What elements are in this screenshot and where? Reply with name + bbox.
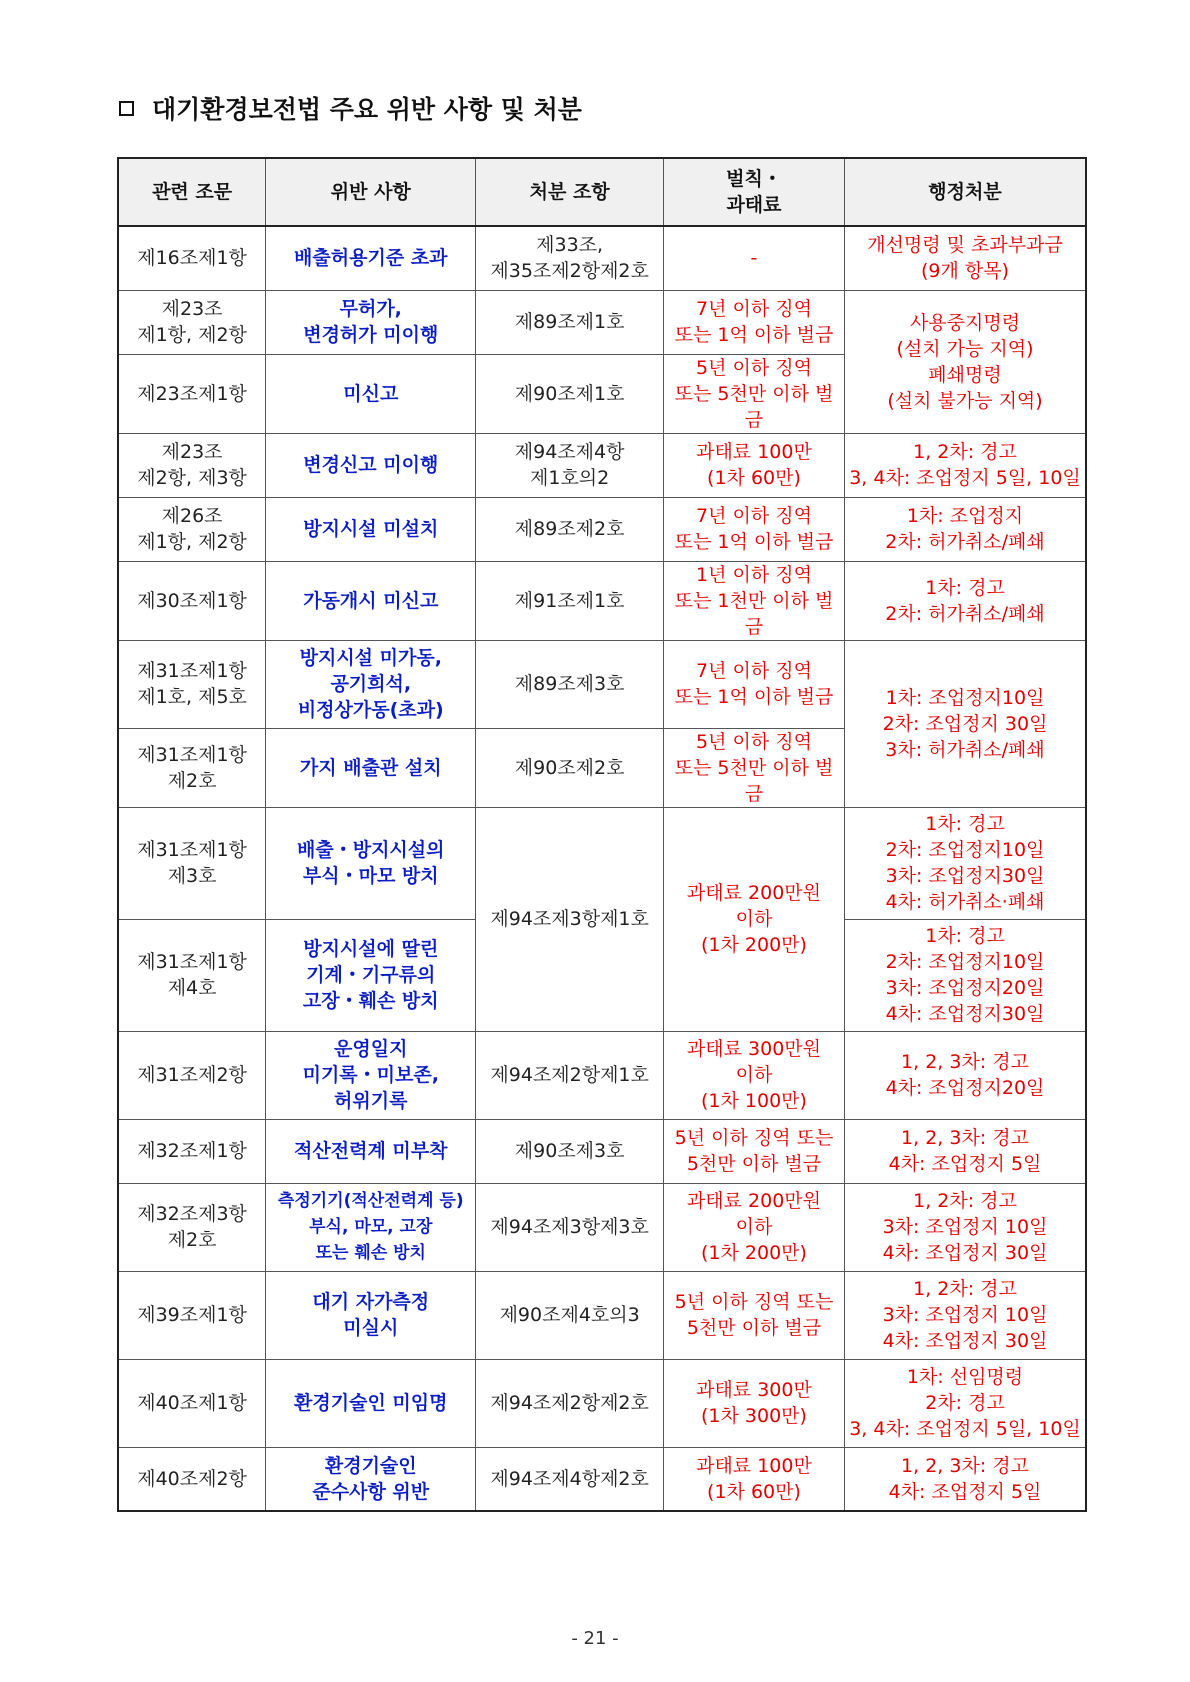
table-row	[118, 1119, 1086, 1183]
cell-penalty-clause: 제94조제3항제3호	[476, 1183, 664, 1271]
cell-violation: 환경기술인 준수사항 위반	[266, 1447, 476, 1511]
cell-admin: 1, 2차: 경고 3차: 조업정지 10일 4차: 조업정지 30일	[845, 1183, 1086, 1271]
cell-admin: 1, 2차: 경고 3, 4차: 조업정지 5일, 10일	[845, 433, 1086, 497]
cell-violation: 환경기술인 미임명	[266, 1359, 476, 1447]
cell-violation: 방지시설 미가동, 공기희석, 비정상가동(초과)	[266, 640, 476, 728]
cell-fine: -	[663, 226, 844, 290]
cell-fine: 과태료 200만원 이하 (1차 200만)	[663, 807, 844, 1031]
table-row	[118, 497, 1086, 561]
table-row	[118, 1359, 1086, 1447]
cell-admin: 1차: 경고 2차: 허가취소/폐쇄	[845, 561, 1086, 640]
cell-violation: 운영일지 미기록・미보존, 허위기록	[266, 1031, 476, 1119]
cell-article: 제30조제1항	[118, 561, 266, 640]
cell-penalty-clause: 제94조제2항제2호	[476, 1359, 664, 1447]
header-article: 관련 조문	[118, 158, 266, 226]
table-row	[118, 433, 1086, 497]
cell-admin: 1차: 경고 2차: 조업정지10일 3차: 조업정지30일 4차: 허가취소·폐쇄	[845, 807, 1086, 919]
cell-admin: 1차: 경고 2차: 조업정지10일 3차: 조업정지20일 4차: 조업정지30일	[845, 919, 1086, 1031]
cell-article: 제39조제1항	[118, 1271, 266, 1359]
cell-penalty-clause: 제91조제1호	[476, 561, 664, 640]
cell-admin: 사용중지명령 (설치 가능 지역) 폐쇄명령 (설치 불가능 지역)	[845, 290, 1086, 433]
cell-fine: 과태료 300만원 이하 (1차 100만)	[663, 1031, 844, 1119]
cell-violation: 배출허용기준 초과	[266, 226, 476, 290]
cell-violation: 대기 자가측정 미실시	[266, 1271, 476, 1359]
cell-violation: 미신고	[266, 354, 476, 433]
cell-article: 제26조 제1항, 제2항	[118, 497, 266, 561]
cell-admin: 개선명령 및 초과부과금 (9개 항목)	[845, 226, 1086, 290]
cell-article: 제31조제1항 제1호, 제5호	[118, 640, 266, 728]
cell-article: 제40조제1항	[118, 1359, 266, 1447]
cell-article: 제23조제1항	[118, 354, 266, 433]
cell-admin: 1차: 조업정지 2차: 허가취소/폐쇄	[845, 497, 1086, 561]
header-fine: 벌칙・ 과태료	[663, 158, 844, 226]
cell-fine: 5년 이하 징역 또는 5천만 이하 벌금	[663, 1119, 844, 1183]
table-row	[118, 1271, 1086, 1359]
violations-table	[117, 157, 1087, 1512]
cell-violation: 방지시설 미설치	[266, 497, 476, 561]
cell-article: 제31조제2항	[118, 1031, 266, 1119]
cell-fine: 5년 이하 징역 또는 5천만 이하 벌금	[663, 354, 844, 433]
cell-article: 제31조제1항 제2호	[118, 728, 266, 807]
cell-fine: 1년 이하 징역 또는 1천만 이하 벌금	[663, 561, 844, 640]
cell-penalty-clause: 제94조제2항제1호	[476, 1031, 664, 1119]
cell-admin: 1차: 선임명령 2차: 경고 3, 4차: 조업정지 5일, 10일	[845, 1359, 1086, 1447]
cell-article: 제31조제1항 제3호	[118, 807, 266, 919]
cell-admin: 1, 2, 3차: 경고 4차: 조업정지 5일	[845, 1119, 1086, 1183]
table-row	[118, 1183, 1086, 1271]
cell-fine: 7년 이하 징역 또는 1억 이하 벌금	[663, 497, 844, 561]
cell-penalty-clause: 제89조제1호	[476, 290, 664, 354]
cell-article: 제32조제3항 제2호	[118, 1183, 266, 1271]
cell-penalty-clause: 제94조제4항제2호	[476, 1447, 664, 1511]
cell-admin: 1, 2, 3차: 경고 4차: 조업정지20일	[845, 1031, 1086, 1119]
title-text: 대기환경보전법 주요 위반 사항 및 처분	[152, 95, 582, 124]
table-row	[118, 290, 1086, 354]
cell-violation: 측정기기(적산전력계 등) 부식, 마모, 고장 또는 훼손 방치	[266, 1183, 476, 1271]
table-row	[118, 1031, 1086, 1119]
cell-penalty-clause: 제89조제2호	[476, 497, 664, 561]
cell-penalty-clause: 제89조제3호	[476, 640, 664, 728]
cell-article: 제23조 제1항, 제2항	[118, 290, 266, 354]
header-penalty-clause: 처분 조항	[476, 158, 664, 226]
cell-penalty-clause: 제90조제1호	[476, 354, 664, 433]
cell-penalty-clause: 제90조제4호의3	[476, 1271, 664, 1359]
cell-fine: 5년 이하 징역 또는 5천만 이하 벌금	[663, 728, 844, 807]
table-row	[118, 1447, 1086, 1511]
cell-fine: 5년 이하 징역 또는 5천만 이하 벌금	[663, 1271, 844, 1359]
cell-admin: 1차: 조업정지10일 2차: 조업정지 30일 3차: 허가취소/폐쇄	[845, 640, 1086, 807]
cell-violation: 변경신고 미이행	[266, 433, 476, 497]
table-row	[118, 226, 1086, 290]
cell-admin: 1, 2차: 경고 3차: 조업정지 10일 4차: 조업정지 30일	[845, 1271, 1086, 1359]
cell-fine: 과태료 100만 (1차 60만)	[663, 1447, 844, 1511]
cell-fine: 과태료 200만원 이하 (1차 200만)	[663, 1183, 844, 1271]
cell-penalty-clause: 제94조제3항제1호	[476, 807, 664, 1031]
table-row	[118, 640, 1086, 728]
cell-fine: 과태료 300만 (1차 300만)	[663, 1359, 844, 1447]
cell-penalty-clause: 제94조제4항 제1호의2	[476, 433, 664, 497]
table-header-row	[118, 158, 1086, 226]
cell-article: 제40조제2항	[118, 1447, 266, 1511]
cell-admin: 1, 2, 3차: 경고 4차: 조업정지 5일	[845, 1447, 1086, 1511]
cell-article: 제23조 제2항, 제3항	[118, 433, 266, 497]
cell-violation: 가지 배출관 설치	[266, 728, 476, 807]
table-row	[118, 561, 1086, 640]
cell-violation: 무허가, 변경허가 미이행	[266, 290, 476, 354]
cell-fine: 7년 이하 징역 또는 1억 이하 벌금	[663, 290, 844, 354]
cell-penalty-clause: 제90조제2호	[476, 728, 664, 807]
header-admin: 행정처분	[845, 158, 1086, 226]
cell-violation: 방지시설에 딸린 기계・기구류의 고장・훼손 방치	[266, 919, 476, 1031]
cell-violation: 가동개시 미신고	[266, 561, 476, 640]
header-violation: 위반 사항	[266, 158, 476, 226]
cell-fine: 과태료 100만 (1차 60만)	[663, 433, 844, 497]
cell-violation: 배출・방지시설의 부식・마모 방치	[266, 807, 476, 919]
cell-penalty-clause: 제33조, 제35조제2항제2호	[476, 226, 664, 290]
page-number: - 21 -	[571, 1628, 619, 1649]
cell-violation: 적산전력계 미부착	[266, 1119, 476, 1183]
cell-article: 제31조제1항 제4호	[118, 919, 266, 1031]
cell-article: 제16조제1항	[118, 226, 266, 290]
document-title	[119, 88, 582, 128]
cell-fine: 7년 이하 징역 또는 1억 이하 벌금	[663, 640, 844, 728]
cell-penalty-clause: 제90조제3호	[476, 1119, 664, 1183]
table-row	[118, 807, 1086, 919]
checkbox-bullet-icon	[119, 101, 134, 116]
cell-article: 제32조제1항	[118, 1119, 266, 1183]
